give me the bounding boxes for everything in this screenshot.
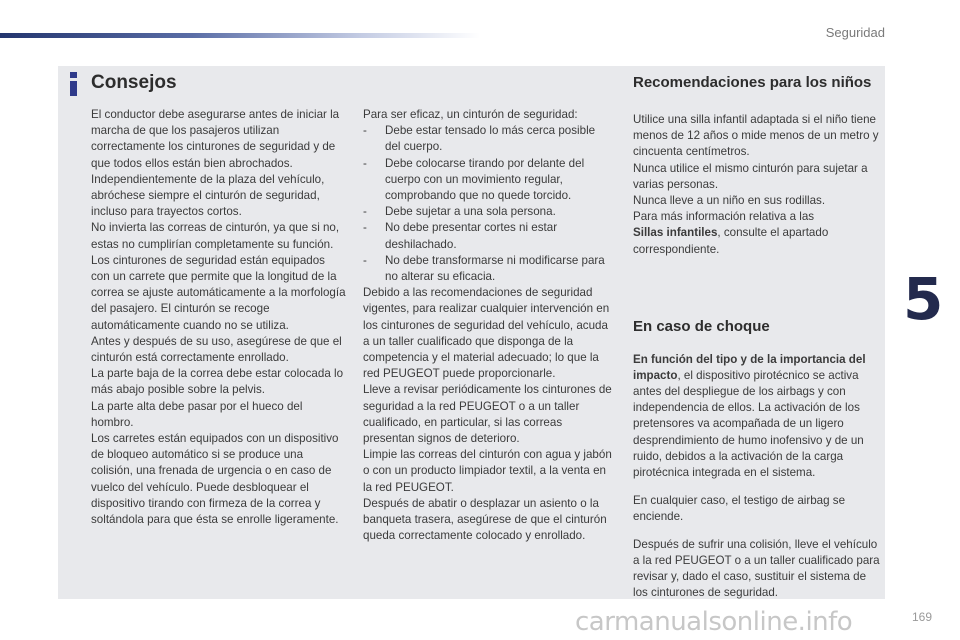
list-item: - Debe estar tensado lo más cerca posible del cuerpo. (363, 124, 596, 154)
paragraph: Lleve a revisar periódicamente los cinturones de seguridad a la red PEUGEOT o a un taller cualificado, en particular, si las correas presentan signos de deterioro. (363, 383, 612, 446)
paragraph: Nunca utilice el mismo cinturón para sujetar a varias personas. (633, 161, 868, 191)
watermark: carmanualsonline.info (575, 607, 853, 637)
list-item: - Debe sujetar a una sola persona. (363, 205, 556, 219)
paragraph: Los carretes están equipados con un dispositivo de bloqueo automático si se produce una colisión, una frenada de urgencia o en caso de vuelco del vehículo. Puede desbloquear el dispositivo tirando con firmeza de la correa y soltándola para que ésta se enrolle ligeramente. (91, 432, 339, 527)
choque-heading: En caso de choque (633, 318, 770, 335)
paragraph: En función del tipo y de la importancia del impacto, el dispositivo pirotécnico se activa antes del despliegue de los airbags y con independencia de ellos. La activación de los pretensores va acompañada de un ligero desprendimiento de humo inofensivo y de un ruido, debidos a la activación de la carga pirotécnica integrada en el sistema. (633, 352, 866, 480)
consejos-column-2 (363, 107, 613, 544)
paragraph: Debido a las recomendaciones de seguridad vigentes, para realizar cualquier intervención en los cinturones de seguridad del vehículo, acuda a un taller cualificado que disponga de la competencia y el material adecuado; lo que la red PEUGEOT puede proporcionarle. (363, 286, 610, 381)
paragraph: La parte alta debe pasar por el hueco del hombro. (91, 399, 303, 429)
sillas-infantiles-reference: Sillas infantiles (633, 226, 718, 240)
paragraph: Después de sufrir una colisión, lleve el vehículo a la red PEUGEOT o a un taller cualificado para revisar y, dado el caso, sustituir el sistema de los cinturones de seguridad. (633, 537, 880, 600)
list-item: - Debe colocarse tirando por delante del cuerpo con un movimiento regular, comprobando que no quede torcido. (363, 156, 585, 203)
section-title: Seguridad (825, 25, 885, 40)
chapter-number: 5 (903, 265, 944, 333)
paragraph: Utilice una silla infantil adaptada si el niño tiene menos de 12 años o mide menos de un metro y cincuenta centímetros. (633, 113, 879, 159)
ninos-section (633, 112, 883, 258)
paragraph: Limpie las correas del cinturón con agua y jabón o con un producto limpiador textil, a la venta en la red PEUGEOT. (363, 448, 612, 494)
paragraph: La parte baja de la correa debe estar colocada lo más abajo posible sobre la pelvis. (91, 367, 344, 397)
paragraph: Antes y después de su uso, asegúrese de que el cinturón está correctamente enrollado. (91, 334, 342, 365)
page-number: 169 (911, 610, 932, 624)
paragraph: Los cinturones de seguridad están equipados con un carrete que permite que la longitud de la correa se ajuste automáticamente a la morfología del pasajero. El cinturón se recoge automáticamente cuando no se utiliza. (91, 253, 346, 332)
ninos-heading: Recomendaciones para los niños (633, 74, 872, 91)
consejos-column-1 (91, 107, 346, 528)
paragraph: Para más información relativa a las Sillas infantiles, consulte el apartado correspondiente. (633, 210, 829, 256)
paragraph: En cualquier caso, el testigo de airbag se enciende. (633, 493, 846, 524)
paragraph: Independientemente de la plaza del vehículo, abróchese siempre el cinturón de seguridad, incluso para trayectos cortos. (91, 172, 325, 219)
consejos-heading: Consejos (91, 72, 177, 93)
header-accent-bar (0, 33, 480, 38)
list-item: - No debe transformarse ni modificarse para no alterar su eficacia. (363, 253, 605, 284)
paragraph: Para ser eficaz, un cinturón de seguridad: (363, 108, 578, 121)
list-item: - No debe presentar cortes ni estar deshilachado. (363, 221, 558, 251)
paragraph: Nunca lleve a un niño en sus rodillas. (633, 194, 826, 208)
paragraph: No invierta las correas de cinturón, ya que si no, estas no cumplirían completamente su función. (91, 221, 340, 251)
choque-section (633, 340, 883, 613)
paragraph: Después de abatir o desplazar un asiento o la banqueta trasera, asegúrese de que el cinturón queda correctamente colocado y enrollado. (363, 496, 607, 543)
info-icon (64, 72, 82, 96)
paragraph: El conductor debe asegurarse antes de iniciar la marcha de que los pasajeros utilizan correctamente los cinturones de seguridad y de que todos ellos están bien abrochados. (91, 108, 340, 170)
